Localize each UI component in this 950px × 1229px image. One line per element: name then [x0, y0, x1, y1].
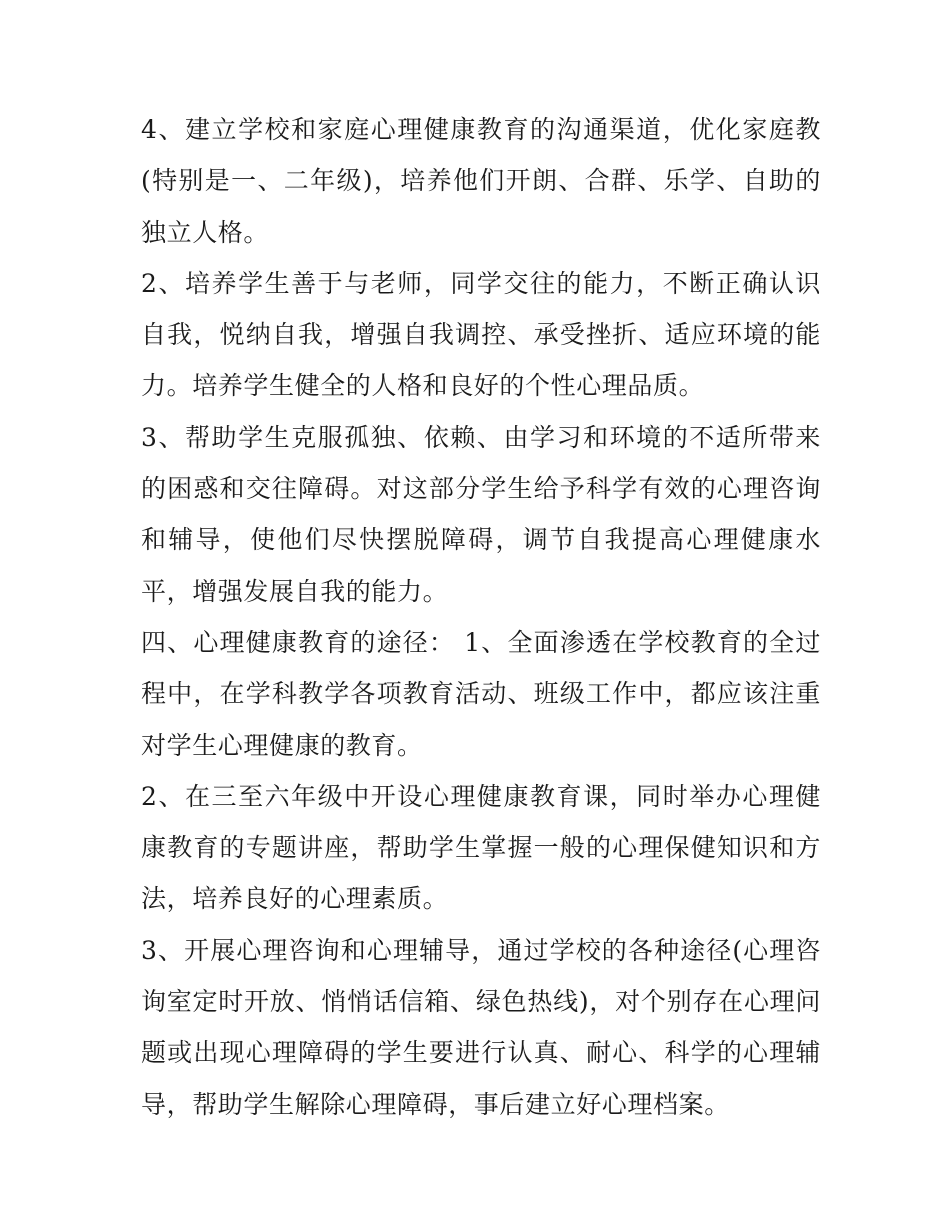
paragraph-counseling: 3、开展心理咨询和心理辅导，通过学校的各种途径(心理咨询室定时开放、悄悄话信箱、绿色热线)，对个别存在心理问题或出现心理障碍的学生要进行认真、耐心、科学的心理辅导，帮助学生解除心理障碍，事后建立好心理档案。: [141, 935, 821, 1119]
paragraph-home-school-communication: 4、建立学校和家庭心理健康教育的沟通渠道，优化家庭教(特别是一、二年级)，培养他们开朗、合群、乐学、自助的独立人格。: [141, 115, 821, 247]
paragraph-health-course: 2、在三至六年级中开设心理健康教育课，同时举办心理健康教育的专题讲座，帮助学生掌握一般的心理保健知识和方法，培养良好的心理素质。: [141, 781, 821, 914]
paragraph-overcome-difficulties: 3、帮助学生克服孤独、依赖、由学习和环境的不适所带来的困惑和交往障碍。对这部分学生给予科学有效的心理咨询和辅导，使他们尽快摆脱障碍，调节自我提高心理健康水平，增强发展自我的能力。: [141, 422, 821, 606]
document-body: [141, 104, 821, 1130]
paragraph-social-ability: 2、培养学生善于与老师，同学交往的能力，不断正确认识自我，悦纳自我，增强自我调控、承受挫折、适应环境的能力。培养学生健全的人格和良好的个性心理品质。: [141, 268, 821, 401]
paragraph-education-approaches: 四、心理健康教育的途径： 1、全面渗透在学校教育的全过程中，在学科教学各项教育活动、班级工作中，都应该注重对学生心理健康的教育。: [141, 627, 821, 760]
